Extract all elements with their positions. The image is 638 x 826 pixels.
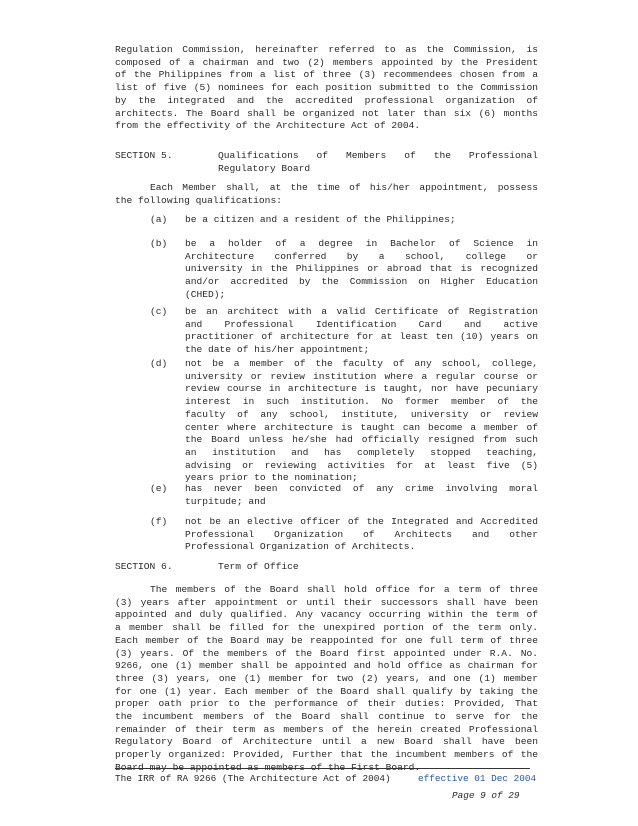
page-number: Page 9 of 29 [452,790,520,801]
footer-effective-date: effective 01 Dec 2004 [418,773,537,784]
footer-document-title: The IRR of RA 9266 (The Architecture Act of 2004) [115,773,391,784]
section-title [218,150,538,175]
text-line: center where architecture is taught can become a member of [185,421,538,433]
text-line: university in the Philippines or abroad that is recognized [185,263,538,275]
text-line: properly organized: Provided, Further that the incumbent members of the [115,749,538,761]
text-line: practitioner of architecture for at least ten (10) years on [185,331,538,343]
text-line: architects. The Board shall be organized not later than six (6) months [115,107,538,119]
text-line: 9266, one (1) member shall be appointed and hold office as chairman for [115,660,538,672]
text-line: advising or reviewing activities for at least five (5) [185,459,538,471]
text-line: review course in architecture is taught, nor have pecuniary [185,383,538,395]
text-line: interest in such institution. No former member of the [185,396,538,408]
text-line: be an architect with a valid Certificate of Registration [185,306,538,317]
text-line: (CHED); [185,288,226,300]
text-line: list of five (5) nominees for each position submitted to the Commission [115,82,538,94]
text-line: the incumbent members of the Board shall continue to serve for the [115,711,538,723]
text-line: be a citizen and a resident of the Philippines; [185,214,456,225]
text-line: faculty of any school, institute, university or review [185,408,538,420]
item-label: (d) [150,358,168,369]
text-line: Board may be appointed as members of the First Board. [115,761,421,773]
section-6-body [115,584,538,775]
text-line: be a holder of a degree in Bachelor of Science in [185,238,538,249]
text-line: the date of his/her appointment; [185,344,370,356]
text-line: the following qualifications: [115,194,282,206]
text-line: Qualifications of Members of the Professional [218,150,538,161]
text-line: (3) years after appointment or until their successors shall have been [115,596,538,608]
section-number: SECTION 6. [115,561,173,572]
item-label: (a) [150,214,168,225]
text-line: and Professional Identification Card and active [185,318,538,330]
text-line: proper oath prior to the performance of their duties: Provided, That [115,698,538,710]
text-line: Regulatory Board [218,162,311,174]
text-line: Each member of the Board may be reappointed for one full term of three [115,634,538,646]
text-line: Professional Organization of Architects and other [185,528,538,540]
text-line: turpitude; and [185,495,266,507]
text-line: (3) years. Of the members of the Board first appointed under R.A. No. [115,647,538,659]
section-5-lead [115,182,538,207]
section-title: Term of Office [218,561,299,572]
item-label: (f) [150,516,168,527]
text-line: of the Philippines from a list of three (3) recommendees chosen from a [115,69,538,81]
text-line: Professional Organization of Architects. [185,541,416,553]
text-line: and/or accredited by the Commission on Higher Education [185,276,538,288]
text-line: a member shall be filled for the unexpired portion of the term only. [115,622,538,634]
text-line: The members of the Board shall hold office for a term of three [150,584,538,595]
intro-paragraph [115,44,538,133]
text-line: not be a member of the faculty of any school, college, [185,358,538,369]
text-line: remainder of their term as members of the herein created Professional [115,723,538,735]
item-label: (c) [150,306,168,317]
text-line: Architecture conferred by a school, college or [185,250,538,262]
text-line: university or review institution where a regular course or [185,370,538,382]
text-line: from the effectivity of the Architecture Act of 2004. [115,120,421,132]
text-line: Regulatory Board of Architecture until a new Board shall have been [115,736,538,748]
text-line: years prior to the nomination; [185,472,358,484]
text-line: Each Member shall, at the time of his/her appointment, possess [150,182,538,193]
footer-divider [115,768,530,769]
text-line: Regulation Commission, hereinafter referred to as the Commission, is [115,44,538,55]
text-line: for one (1) year. Each member of the Board shall qualify by taking the [115,685,538,697]
text-line: has never been convicted of any crime involving moral [185,483,538,494]
text-line: an institution and has completely stopped teaching, [185,446,538,458]
text-line: appointed and duly qualified. Any vacancy occurring within the term of [115,609,538,621]
text-line: composed of a chairman and two (2) members appointed by the President [115,56,538,68]
text-line: by the integrated and the accredited professional organization of [115,94,538,106]
text-line: three (3) years, one (1) member for two (2) years, and one (1) member [115,672,538,684]
item-label: (b) [150,238,168,249]
text-line: the Board unless he/she had officially resigned from such [185,434,538,446]
item-label: (e) [150,483,168,494]
text-line: not be an elective officer of the Integrated and Accredited [185,516,538,527]
section-number: SECTION 5. [115,150,173,161]
